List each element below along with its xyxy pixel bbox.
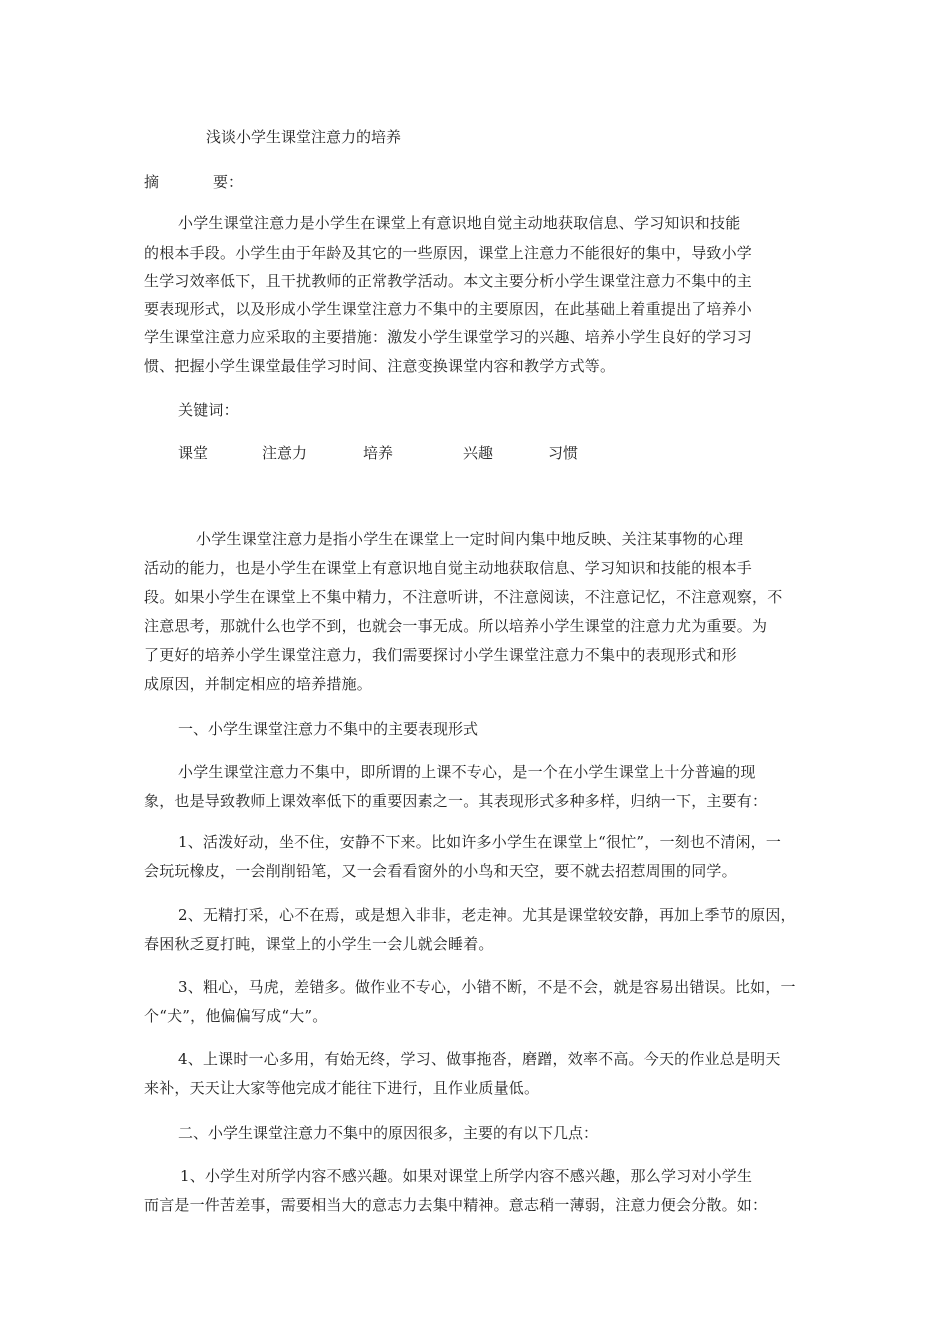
- intro-line: 活动的能力，也是小学生在课堂上有意识地自觉主动地获取信息、学习知识和技能的根本手: [144, 559, 753, 577]
- abstract-line: 生学习效率低下，且干扰教师的正常教学活动。本文主要分析小学生课堂注意力不集中的主: [144, 272, 753, 290]
- list-item-line: 春困秋乏夏打盹，课堂上的小学生一会儿就会睡着。: [144, 935, 494, 953]
- keyword-item: 注意力: [262, 444, 308, 462]
- list-item-line: 会玩玩橡皮，一会削削铅笔，又一会看看窗外的小鸟和天空，要不就去招惹周围的同学。: [144, 862, 737, 880]
- document-title: 浅谈小学生课堂注意力的培养: [206, 128, 402, 146]
- intro-line: 成原因，并制定相应的培养措施。: [144, 675, 373, 693]
- list-item-line: 3、粗心，马虎，差错多。做作业不专心，小错不断，不是不会，就是容易出错误。比如，一: [178, 978, 796, 996]
- section1-heading: 一、小学生课堂注意力不集中的主要表现形式: [178, 720, 479, 738]
- abstract-line: 学生课堂注意力应采取的主要措施：激发小学生课堂学习的兴趣、培养小学生良好的学习习: [144, 328, 753, 346]
- section2-heading: 二、小学生课堂注意力不集中的原因很多，主要的有以下几点：: [178, 1124, 599, 1142]
- reason-line: 而言是一件苦差事，需要相当大的意志力去集中精神。意志稍一薄弱，注意力便会分散。如：: [144, 1196, 768, 1214]
- keywords-label: 关键词：: [178, 401, 239, 419]
- list-item-line: 来补，天天让大家等他完成才能往下进行，且作业质量低。: [144, 1079, 540, 1097]
- intro-line: 注意思考，那就什么也学不到，也就会一事无成。所以培养小学生课堂的注意力尤为重要。为: [144, 617, 768, 635]
- abstract-label-char1: 摘: [144, 173, 160, 191]
- abstract-line: 要表现形式，以及形成小学生课堂注意力不集中的主要原因，在此基础上着重提出了培养小: [144, 300, 753, 318]
- list-item-line: 2、无精打采，心不在焉，或是想入非非，老走神。尤其是课堂较安静，再加上季节的原因，: [178, 906, 796, 924]
- keyword-item: 习惯: [548, 444, 579, 462]
- abstract-line: 的根本手段。小学生由于年龄及其它的一些原因，课堂上注意力不能很好的集中，导致小学: [144, 244, 753, 262]
- section1-intro-line: 小学生课堂注意力不集中，即所谓的上课不专心，是一个在小学生课堂上十分普遍的现: [178, 763, 756, 781]
- abstract-line: 小学生课堂注意力是小学生在课堂上有意识地自觉主动地获取信息、学习知识和技能: [178, 214, 741, 232]
- keyword-item: 培养: [363, 444, 394, 462]
- section1-intro-line: 象，也是导致教师上课效率低下的重要因素之一。其表现形式多种多样，归纳一下，主要有：: [144, 792, 768, 810]
- abstract-label-char2: 要：: [213, 173, 244, 191]
- list-item-line: 1、活泼好动，坐不住，安静不下来。比如许多小学生在课堂上“很忙”，一刻也不清闲，一: [178, 833, 782, 851]
- list-item-line: 个“犬”，他偏偏写成“大”。: [144, 1007, 328, 1025]
- keyword-item: 兴趣: [463, 444, 494, 462]
- intro-line: 小学生课堂注意力是指小学生在课堂上一定时间内集中地反映、关注某事物的心理: [196, 530, 744, 548]
- intro-line: 了更好的培养小学生课堂注意力，我们需要探讨小学生课堂注意力不集中的表现形式和形: [144, 646, 737, 664]
- keyword-item: 课堂: [178, 444, 209, 462]
- reason-line: 1、小学生对所学内容不感兴趣。如果对课堂上所学内容不感兴趣，那么学习对小学生: [180, 1167, 753, 1185]
- list-item-line: 4、上课时一心多用，有始无终，学习、做事拖沓，磨蹭，效率不高。今天的作业总是明天: [178, 1050, 781, 1068]
- intro-line: 段。如果小学生在课堂上不集中精力，不注意听讲，不注意阅读，不注意记忆，不注意观察，不: [144, 588, 783, 606]
- abstract-line: 惯、把握小学生课堂最佳学习时间、注意变换课堂内容和教学方式等。: [144, 357, 616, 375]
